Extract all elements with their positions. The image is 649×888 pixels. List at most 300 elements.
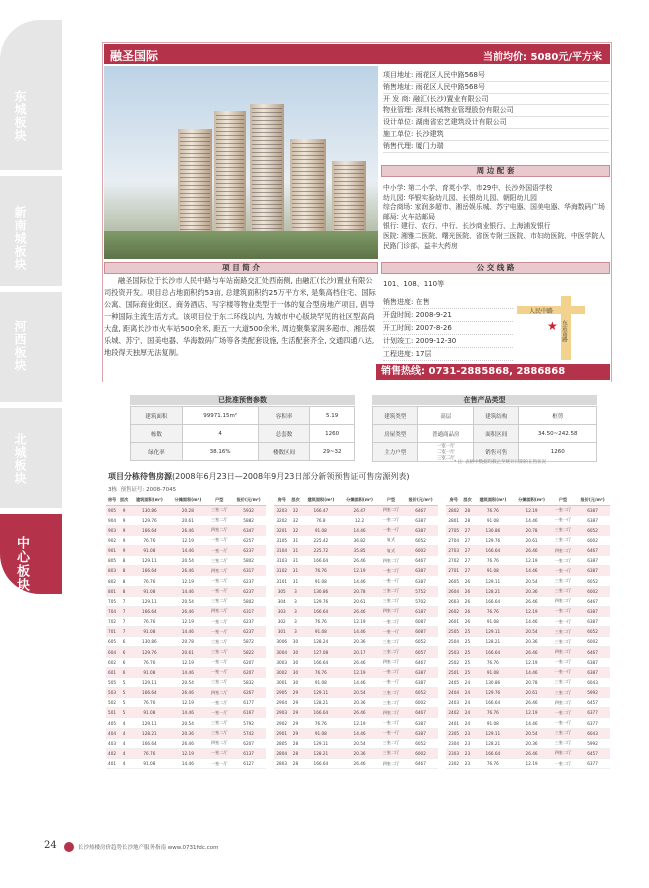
table-cell: 91.08: [130, 708, 169, 718]
table-row: [274, 667, 438, 677]
table-cell: 三室二厅: [551, 728, 575, 738]
table-cell: 802: [106, 576, 118, 586]
tab-label: 北城板块: [13, 433, 27, 485]
table-cell: 23: [461, 759, 473, 769]
table-cell: 26.46: [340, 657, 379, 667]
around-line: 综合商场: 家润多超市、湘岳娱乐城、苏宁电器、国美电器、华海数码广场: [383, 203, 605, 212]
table-cell: 6467: [575, 647, 610, 657]
road-zhannan-label: 东站南路: [561, 320, 567, 342]
table-cell: 404: [106, 728, 118, 738]
table-cell: 5802: [231, 556, 266, 566]
location-map: [515, 296, 609, 360]
table-cell: 12.19: [169, 698, 208, 708]
table-cell: 76.76: [130, 617, 169, 627]
table-row: [274, 525, 438, 535]
table-row: [274, 728, 438, 738]
cell: 销售可售: [473, 443, 518, 462]
approved-table: [130, 406, 355, 461]
table-cell: 四室二厅: [207, 606, 231, 616]
table-row: [106, 515, 266, 525]
table-row: [446, 566, 610, 576]
table-cell: 6052: [403, 688, 438, 698]
table-cell: 20.36: [340, 698, 379, 708]
table-cell: 129.76: [474, 535, 513, 545]
table-cell: 29: [289, 698, 301, 708]
around-line: 邮局: 火车站邮局: [383, 212, 436, 221]
table-row: [274, 688, 438, 698]
table-cell: 301: [274, 627, 289, 637]
table-cell: 6467: [403, 657, 438, 667]
table-cell: 701: [106, 627, 118, 637]
table-cell: 130.86: [130, 637, 169, 647]
table-cell: 166.64: [302, 708, 341, 718]
table-cell: 225.72: [302, 546, 341, 556]
table-cell: 502: [106, 698, 118, 708]
table-cell: 32: [289, 515, 301, 525]
table-cell: 805: [106, 556, 118, 566]
table-cell: 3105: [274, 535, 289, 545]
table-cell: 20.61: [512, 535, 551, 545]
cell: 建筑类型: [373, 407, 418, 425]
intro-text: 融圣国际位于长沙市人民中路与车站南路交汇处西南侧, 由融汇(长沙)置业有限公司投资开发。项目总占地面积约53亩, 总建筑面积约25万平方米, 是集高档住宅、国际公寓、国际商业街区、商务酒店、写字楼等物业类型于一体的复合型房地产项目, 倡导一种国际主流生活方式。该项目位于东二环线以内, 为城市中心版块罕见的社区型高尚大盘, 距离长沙市火车站500余米, 距五一大道500余米, 周边聚集家润多超市、湘岳娱乐城、苏宁、国美电器、华海数码广场等各类配套设施, 生活配套齐全, 交通四通八达, 地段得天独厚无法复制。: [104, 276, 376, 357]
table-cell: 166.64: [130, 738, 169, 748]
table-cell: 225.42: [302, 535, 341, 545]
table-cell: 27: [461, 556, 473, 566]
around-title: 周 边 配 套: [381, 165, 610, 177]
table-cell: 803: [106, 566, 118, 576]
table-cell: 128.21: [474, 586, 513, 596]
table-cell: 166.64: [130, 566, 169, 576]
table-cell: 6207: [231, 657, 266, 667]
brand-logo-icon: [64, 842, 74, 852]
table-cell: 7: [118, 606, 130, 616]
table-cell: 2604: [446, 586, 461, 596]
table-cell: 901: [106, 546, 118, 556]
table-cell: 一室二厅: [207, 576, 231, 586]
frame-left: [102, 42, 103, 382]
table-cell: 76.76: [474, 708, 513, 718]
sales-schedule: [383, 296, 513, 361]
table-cell: 14.46: [169, 586, 208, 596]
table-cell: 30: [289, 657, 301, 667]
project-info: [383, 70, 609, 153]
table-cell: 5: [118, 708, 130, 718]
table-cell: 26.47: [340, 505, 379, 515]
table-cell: 26: [461, 586, 473, 596]
table-cell: 20.61: [169, 647, 208, 657]
info-address: 项目地址: 雨花区人民中路568号: [383, 70, 609, 82]
table-cell: 3001: [274, 677, 289, 687]
column-header: 层次: [118, 495, 130, 505]
table-cell: 20.54: [169, 718, 208, 728]
table-row: [106, 525, 266, 535]
table-cell: 3201: [274, 525, 289, 535]
sales-hotline: 销售热线: 0731-2885868, 2886868: [376, 364, 610, 380]
table-cell: 6237: [231, 546, 266, 556]
table-cell: 6237: [231, 617, 266, 627]
table-cell: 91.08: [474, 718, 513, 728]
table-cell: 4: [118, 759, 130, 769]
cell: 框剪: [519, 407, 597, 425]
table-cell: 24: [461, 698, 473, 708]
table-cell: 四室二厅: [379, 759, 403, 769]
table-cell: 31: [289, 535, 301, 545]
table-cell: 2805: [274, 738, 289, 748]
table-cell: 四室二厅: [207, 566, 231, 576]
table-cell: 2401: [446, 718, 461, 728]
table-cell: 505: [106, 677, 118, 687]
table-row: [446, 505, 610, 515]
tab-label: 河西板块: [13, 320, 27, 372]
column-header: 报价(元/m²): [231, 495, 266, 505]
table-cell: 25: [461, 657, 473, 667]
table-cell: 20.54: [340, 738, 379, 748]
table-cell: 20.78: [512, 677, 551, 687]
table-cell: 一室一厅: [379, 677, 403, 687]
table-cell: 6457: [575, 748, 610, 758]
table-cell: 129.76: [474, 688, 513, 698]
table-cell: 8: [118, 586, 130, 596]
tab-beicheng[interactable]: [0, 408, 62, 508]
table-cell: 902: [106, 535, 118, 545]
table-row: [274, 657, 438, 667]
table-cell: 14.46: [169, 546, 208, 556]
table-cell: 6387: [403, 576, 438, 586]
cell: 容积率: [258, 407, 310, 425]
table-row: [274, 637, 438, 647]
table-row: [106, 657, 266, 667]
table-cell: 一室一厅: [207, 667, 231, 677]
table-row: [446, 535, 610, 545]
table-cell: 6467: [403, 759, 438, 769]
table-row: [446, 606, 610, 616]
table-cell: 三室二厅: [551, 627, 575, 637]
cell: 高层: [418, 407, 474, 425]
table-cell: 一室二厅: [207, 657, 231, 667]
table-cell: 四室二厅: [551, 647, 575, 657]
column-header: 户型: [207, 495, 231, 505]
table-cell: 166.64: [302, 657, 341, 667]
table-cell: 76.76: [130, 748, 169, 758]
table-cell: 6: [118, 647, 130, 657]
table-cell: 7: [118, 596, 130, 606]
table-cell: 6002: [403, 698, 438, 708]
table-cell: 6347: [231, 525, 266, 535]
table-row: [446, 748, 610, 758]
table-cell: 一室二厅: [207, 617, 231, 627]
around-line: 幼儿园: 华银实验幼儿园、长银幼儿园、朝阳幼儿园: [383, 193, 537, 202]
table-row: [274, 576, 438, 586]
table-cell: 20.78: [340, 586, 379, 596]
table-cell: 6467: [403, 708, 438, 718]
table-cell: 129.11: [302, 688, 341, 698]
table-cell: 2404: [446, 688, 461, 698]
info-design: 设计单位: 湖南省宏艺建筑设计有限公司: [383, 117, 609, 129]
table-cell: 5992: [575, 688, 610, 698]
table-cell: 一室二厅: [551, 759, 575, 769]
table-row: [446, 688, 610, 698]
table-cell: 复式: [379, 546, 403, 556]
table-cell: 6387: [575, 556, 610, 566]
table-cell: 403: [106, 738, 118, 748]
table-cell: 9: [118, 525, 130, 535]
table-cell: 一室一厅: [207, 708, 231, 718]
table-cell: 2501: [446, 667, 461, 677]
table-cell: 25: [461, 637, 473, 647]
table-cell: 801: [106, 586, 118, 596]
table-cell: 302: [274, 617, 289, 627]
tab-label: 新南城板块: [13, 206, 27, 271]
table-row: [274, 546, 438, 556]
table-cell: 35.85: [340, 546, 379, 556]
table-cell: 14.46: [512, 667, 551, 677]
cell: 一室一厅 二室一厅 三室二厅: [418, 443, 474, 462]
building-number: 3栋: [108, 487, 117, 493]
cell: 绿化率: [131, 443, 183, 461]
table-cell: 一室二厅: [379, 667, 403, 677]
table-cell: 14.46: [169, 708, 208, 718]
table-cell: 305: [274, 586, 289, 596]
frame-top: [102, 42, 612, 43]
table-cell: 20.78: [512, 525, 551, 535]
table-cell: 30: [289, 647, 301, 657]
table-row: [106, 535, 266, 545]
table-cell: 6457: [575, 698, 610, 708]
table-cell: 76.76: [130, 535, 169, 545]
table-cell: 20.36: [169, 728, 208, 738]
table-cell: 26.46: [169, 738, 208, 748]
table-cell: 6127: [231, 759, 266, 769]
cell: 1260: [519, 443, 597, 462]
table-cell: 20.61: [512, 688, 551, 698]
table-cell: 6377: [575, 759, 610, 769]
table-cell: 2303: [446, 748, 461, 758]
table-cell: 91.08: [302, 677, 341, 687]
cell: 普通商品房: [418, 425, 474, 443]
table-cell: 一室二厅: [379, 718, 403, 728]
table-cell: 166.64: [130, 606, 169, 616]
table-row: [274, 606, 438, 616]
table-cell: 36.82: [340, 535, 379, 545]
table-cell: 三室二厅: [207, 556, 231, 566]
around-line: 中小学: 第二小学、育英小学、市29中、长沙外国语学校: [383, 184, 553, 192]
table-cell: 91.08: [130, 586, 169, 596]
table-cell: 129.11: [474, 576, 513, 586]
construction-progress: 工程进度: 17层: [383, 348, 513, 361]
table-cell: 6052: [403, 535, 438, 545]
table-cell: 2504: [446, 637, 461, 647]
table-row: [274, 535, 438, 545]
table-cell: 76.76: [474, 759, 513, 769]
table-cell: 26.46: [340, 556, 379, 566]
table-row: [446, 647, 610, 657]
column-header: 分摊面积(m²): [169, 495, 208, 505]
column-header: 房号: [446, 495, 461, 505]
products-table: [372, 406, 597, 462]
table-row: [446, 667, 610, 677]
section-tabs: [0, 0, 62, 888]
column-header: 建筑面积(m²): [474, 495, 513, 505]
table-cell: 6387: [403, 677, 438, 687]
table-cell: 8: [118, 556, 130, 566]
table-cell: 20.36: [512, 637, 551, 647]
around-line: 医院: 湘雅二医院、曙光医院、省医专附三医院、市妇幼医院、中医学院人民路门诊部、益丰大药房: [383, 231, 605, 250]
table-cell: 24: [461, 677, 473, 687]
table-cell: 166.47: [302, 505, 341, 515]
table-cell: 7: [118, 617, 130, 627]
table-cell: 3202: [274, 515, 289, 525]
tab-xinnancheng[interactable]: [0, 176, 62, 286]
location-star-icon: ★: [547, 319, 558, 333]
table-row: [106, 718, 266, 728]
table-cell: 3103: [274, 556, 289, 566]
table-cell: 一室一厅: [551, 566, 575, 576]
table-cell: 6052: [575, 627, 610, 637]
table-cell: 6467: [403, 556, 438, 566]
table-cell: 304: [274, 596, 289, 606]
table-cell: 2405: [446, 677, 461, 687]
table-cell: 一室一厅: [551, 718, 575, 728]
table-cell: 12.19: [512, 556, 551, 566]
permit-number: 预售证号: 2008-7045: [120, 487, 177, 493]
table-cell: 29: [289, 688, 301, 698]
table-cell: 一室一厅: [379, 525, 403, 535]
table-cell: 6387: [403, 515, 438, 525]
table-cell: 2701: [446, 566, 461, 576]
table-row: [106, 677, 266, 687]
table-cell: 24: [461, 708, 473, 718]
cell: 99971.15m²: [182, 407, 258, 425]
table-cell: 一室一厅: [207, 627, 231, 637]
table-cell: 20.54: [340, 688, 379, 698]
table-cell: 3003: [274, 657, 289, 667]
table-cell: 4: [118, 738, 130, 748]
table-cell: 128.24: [302, 637, 341, 647]
table-cell: 91.08: [130, 667, 169, 677]
table-cell: 三室二厅: [551, 677, 575, 687]
table-cell: 2605: [446, 576, 461, 586]
table-cell: 32: [289, 505, 301, 515]
table-cell: 14.46: [512, 718, 551, 728]
table-cell: 12.19: [169, 617, 208, 627]
table-cell: 一室二厅: [379, 566, 403, 576]
table-cell: 23: [461, 728, 473, 738]
table-cell: 6387: [403, 718, 438, 728]
tab-hexi[interactable]: [0, 292, 62, 402]
tab-zhongxin[interactable]: [0, 514, 62, 594]
table-cell: 28: [289, 738, 301, 748]
table-cell: 91.08: [130, 546, 169, 556]
table-cell: 14.46: [340, 627, 379, 637]
listing-table-3: [446, 495, 610, 769]
table-cell: 5: [118, 677, 130, 687]
table-cell: 2903: [274, 708, 289, 718]
table-cell: 6052: [575, 576, 610, 586]
column-header: 户型: [379, 495, 403, 505]
table-cell: 三室二厅: [379, 688, 403, 698]
table-cell: 91.08: [302, 576, 341, 586]
table-cell: 6043: [575, 728, 610, 738]
column-header: 房号: [274, 495, 289, 505]
table-cell: 129.11: [130, 718, 169, 728]
table-cell: 6387: [403, 566, 438, 576]
table-row: [106, 586, 266, 596]
table-cell: 166.64: [474, 546, 513, 556]
table-row: [106, 596, 266, 606]
table-row: [106, 617, 266, 627]
table-row: [274, 708, 438, 718]
table-row: [446, 759, 610, 769]
info-construction: 施工单位: 长沙建筑: [383, 129, 609, 141]
table-row: [274, 627, 438, 637]
table-cell: 91.08: [474, 617, 513, 627]
table-row: [106, 556, 266, 566]
table-cell: 166.64: [474, 647, 513, 657]
table-cell: 6002: [575, 535, 610, 545]
table-cell: 20.54: [169, 556, 208, 566]
table-cell: 5792: [231, 718, 266, 728]
sales-list-subinfo: [108, 485, 176, 493]
table-cell: 27: [461, 535, 473, 545]
sales-progress: 销售进度: 在售: [383, 296, 513, 309]
table-cell: 一室二厅: [551, 556, 575, 566]
table-cell: 一室一厅: [551, 617, 575, 627]
table-cell: 166.64: [302, 759, 341, 769]
table-cell: 一室二厅: [551, 708, 575, 718]
table-row: [274, 556, 438, 566]
table-row: [274, 718, 438, 728]
table-cell: 129.76: [130, 647, 169, 657]
table-cell: 12.2: [340, 515, 379, 525]
table-cell: 12.19: [340, 566, 379, 576]
table-cell: 一室二厅: [207, 748, 231, 758]
table-row: [106, 637, 266, 647]
bus-title: 公 交 线 路: [381, 262, 610, 274]
table-cell: 6467: [575, 596, 610, 606]
table-row: [274, 738, 438, 748]
table-row: [106, 667, 266, 677]
table-cell: 30: [289, 677, 301, 687]
table-cell: 一室二厅: [551, 505, 575, 515]
table-cell: 3004: [274, 647, 289, 657]
table-row: [106, 759, 266, 769]
tab-dongcheng[interactable]: [0, 20, 62, 170]
table-cell: 166.64: [130, 688, 169, 698]
table-cell: 26.46: [512, 647, 551, 657]
table-cell: 四室二厅: [379, 556, 403, 566]
table-cell: 702: [106, 617, 118, 627]
table-cell: 6: [118, 637, 130, 647]
table-cell: 三室二厅: [379, 647, 403, 657]
table-row: [446, 525, 610, 535]
table-cell: 四室二厅: [379, 606, 403, 616]
table-cell: 7: [118, 627, 130, 637]
table-cell: 一室一厅: [207, 546, 231, 556]
table-cell: 602: [106, 657, 118, 667]
table-cell: 76.76: [474, 556, 513, 566]
table-cell: 31: [289, 556, 301, 566]
table-cell: 12.19: [512, 759, 551, 769]
table-cell: 25: [461, 627, 473, 637]
table-cell: 一室一厅: [551, 667, 575, 677]
table-cell: 91.08: [474, 566, 513, 576]
table-cell: 129.76: [130, 515, 169, 525]
table-cell: 2503: [446, 647, 461, 657]
table-cell: 5872: [231, 637, 266, 647]
table-cell: 503: [106, 688, 118, 698]
table-cell: 2803: [274, 759, 289, 769]
table-cell: 4: [118, 748, 130, 758]
